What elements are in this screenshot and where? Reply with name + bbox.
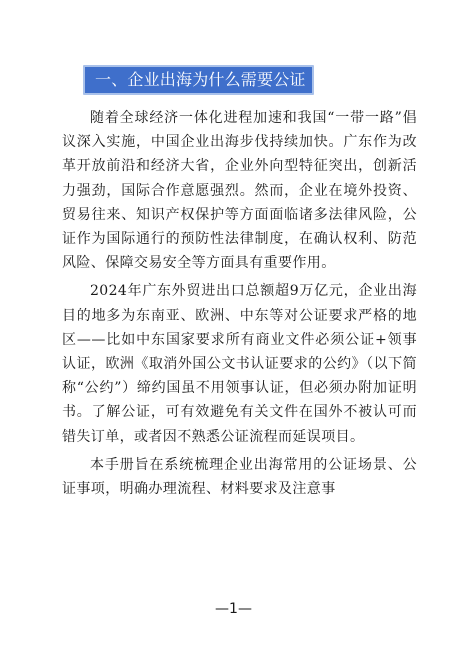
paragraph-purpose: 本手册旨在系统梳理企业出海常用的公证场景、公证事项，明确办理流程、材料要求及注意事: [62, 456, 417, 498]
section-heading: 一、企业出海为什么需要公证: [83, 65, 314, 95]
paragraph-trade-data: 2024年广东外贸进出口总额超9万亿元，企业出海目的地多为东南亚、欧洲、中东等对公证要求严格的地区——比如中东国家要求所有商业文件必须公证+领事认证，欧洲《取消外国公文书认证要求的公约》（以下简称“公约”）缔约国虽不用领事认证，但必须办附加证明书。了解公证，可有效避免有关文件在国外不被认可而错失订单，或者因不熟悉公证流程而延误项目。: [62, 283, 417, 445]
body-text: [62, 106, 417, 501]
paragraph-intro: 随着全球经济一体化进程加速和我国“一带一路”倡议深入实施，中国企业出海步伐持续加快。广东作为改革开放前沿和经济大省，企业外向型特征突出，创新活力强劲，国际合作意愿强烈。然而，企业在境外投资、贸易往来、知识产权保护等方面面临诸多法律风险，公证作为国际通行的预防性法律制度，在确认权利、防范风险、保障交易安全等方面具有重要作用。: [62, 110, 417, 272]
page-number: —1—: [215, 601, 252, 617]
